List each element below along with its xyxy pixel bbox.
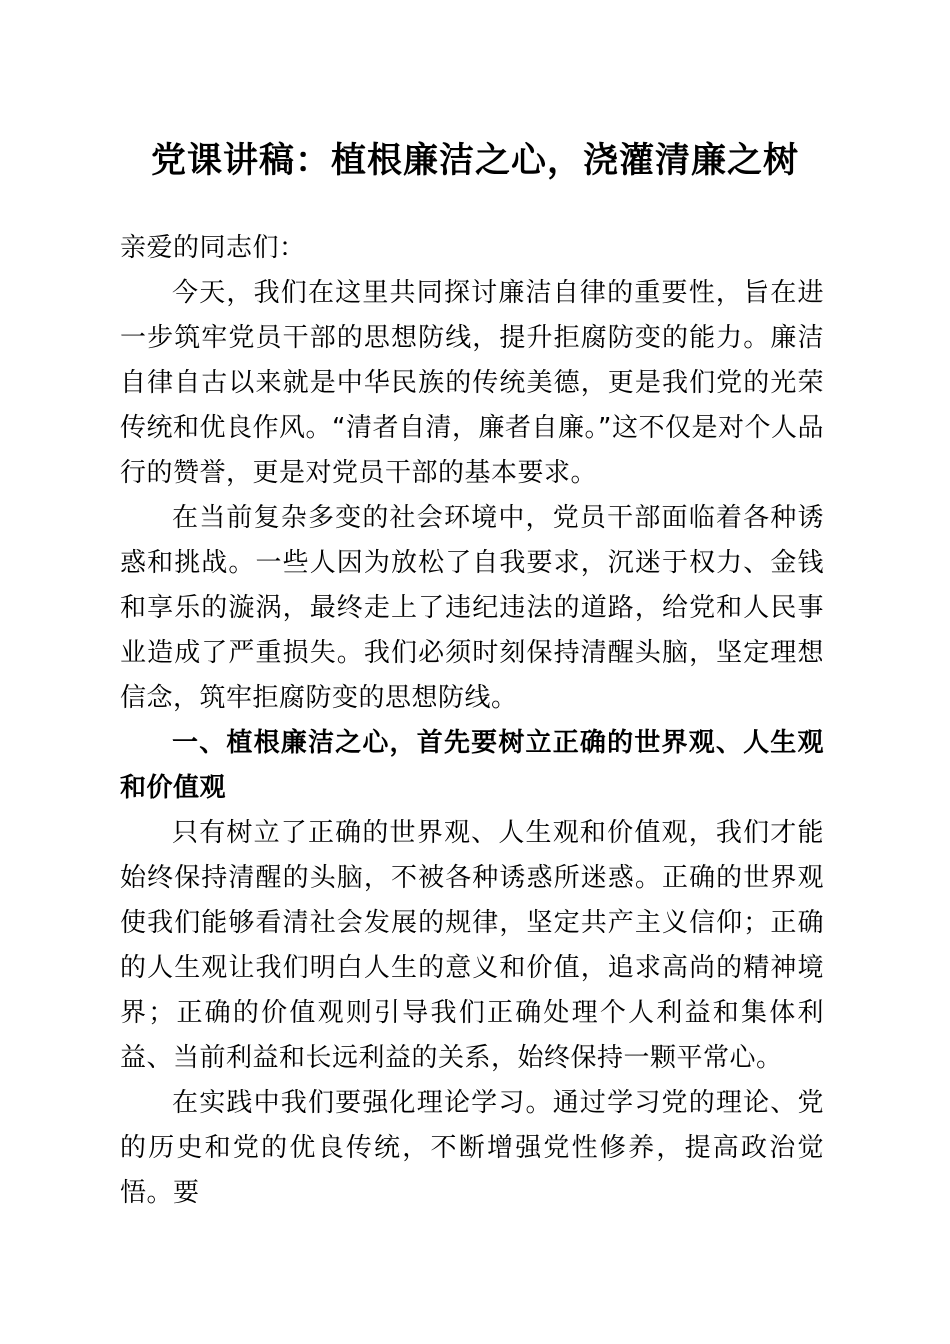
section-heading-1: 一、植根廉洁之心，首先要树立正确的世界观、人生观和价值观 bbox=[120, 728, 824, 803]
greeting: 亲爱的同志们： bbox=[120, 233, 306, 263]
paragraph-worldview: 只有树立了正确的世界观、人生观和价值观，我们才能始终保持清醒的头脑，不被各种诱惑所迷惑。正确的世界观使我们能够看清社会发展的规律，坚定共产主义信仰；正确的人生观让我们明白人生的意义和价值，追求高尚的精神境界；正确的价值观则引导我们正确处理个人利益和集体利益、当前利益和长远利益的关系，始终保持一颗平常心。 bbox=[120, 818, 824, 1073]
paragraph-practice: 在实践中我们要强化理论学习。通过学习党的理论、党的历史和党的优良传统，不断增强党性修养，提高政治觉悟。要 bbox=[120, 1088, 824, 1208]
paragraph-intro: 今天，我们在这里共同探讨廉洁自律的重要性，旨在进一步筑牢党员干部的思想防线，提升拒腐防变的能力。廉洁自律自古以来就是中华民族的传统美德，更是我们党的光荣传统和优良作风。“清者自清，廉者自廉。”这不仅是对个人品行的赞誉，更是对党员干部的基本要求。 bbox=[120, 278, 824, 488]
document-body bbox=[120, 226, 824, 1216]
paragraph-environment: 在当前复杂多变的社会环境中，党员干部面临着各种诱惑和挑战。一些人因为放松了自我要求，沉迷于权力、金钱和享乐的漩涡，最终走上了违纪违法的道路，给党和人民事业造成了严重损失。我们必须时刻保持清醒头脑，坚定理想信念，筑牢拒腐防变的思想防线。 bbox=[120, 503, 824, 713]
document-title: 党课讲稿：植根廉洁之心，浇灌清廉之树 bbox=[150, 140, 799, 181]
